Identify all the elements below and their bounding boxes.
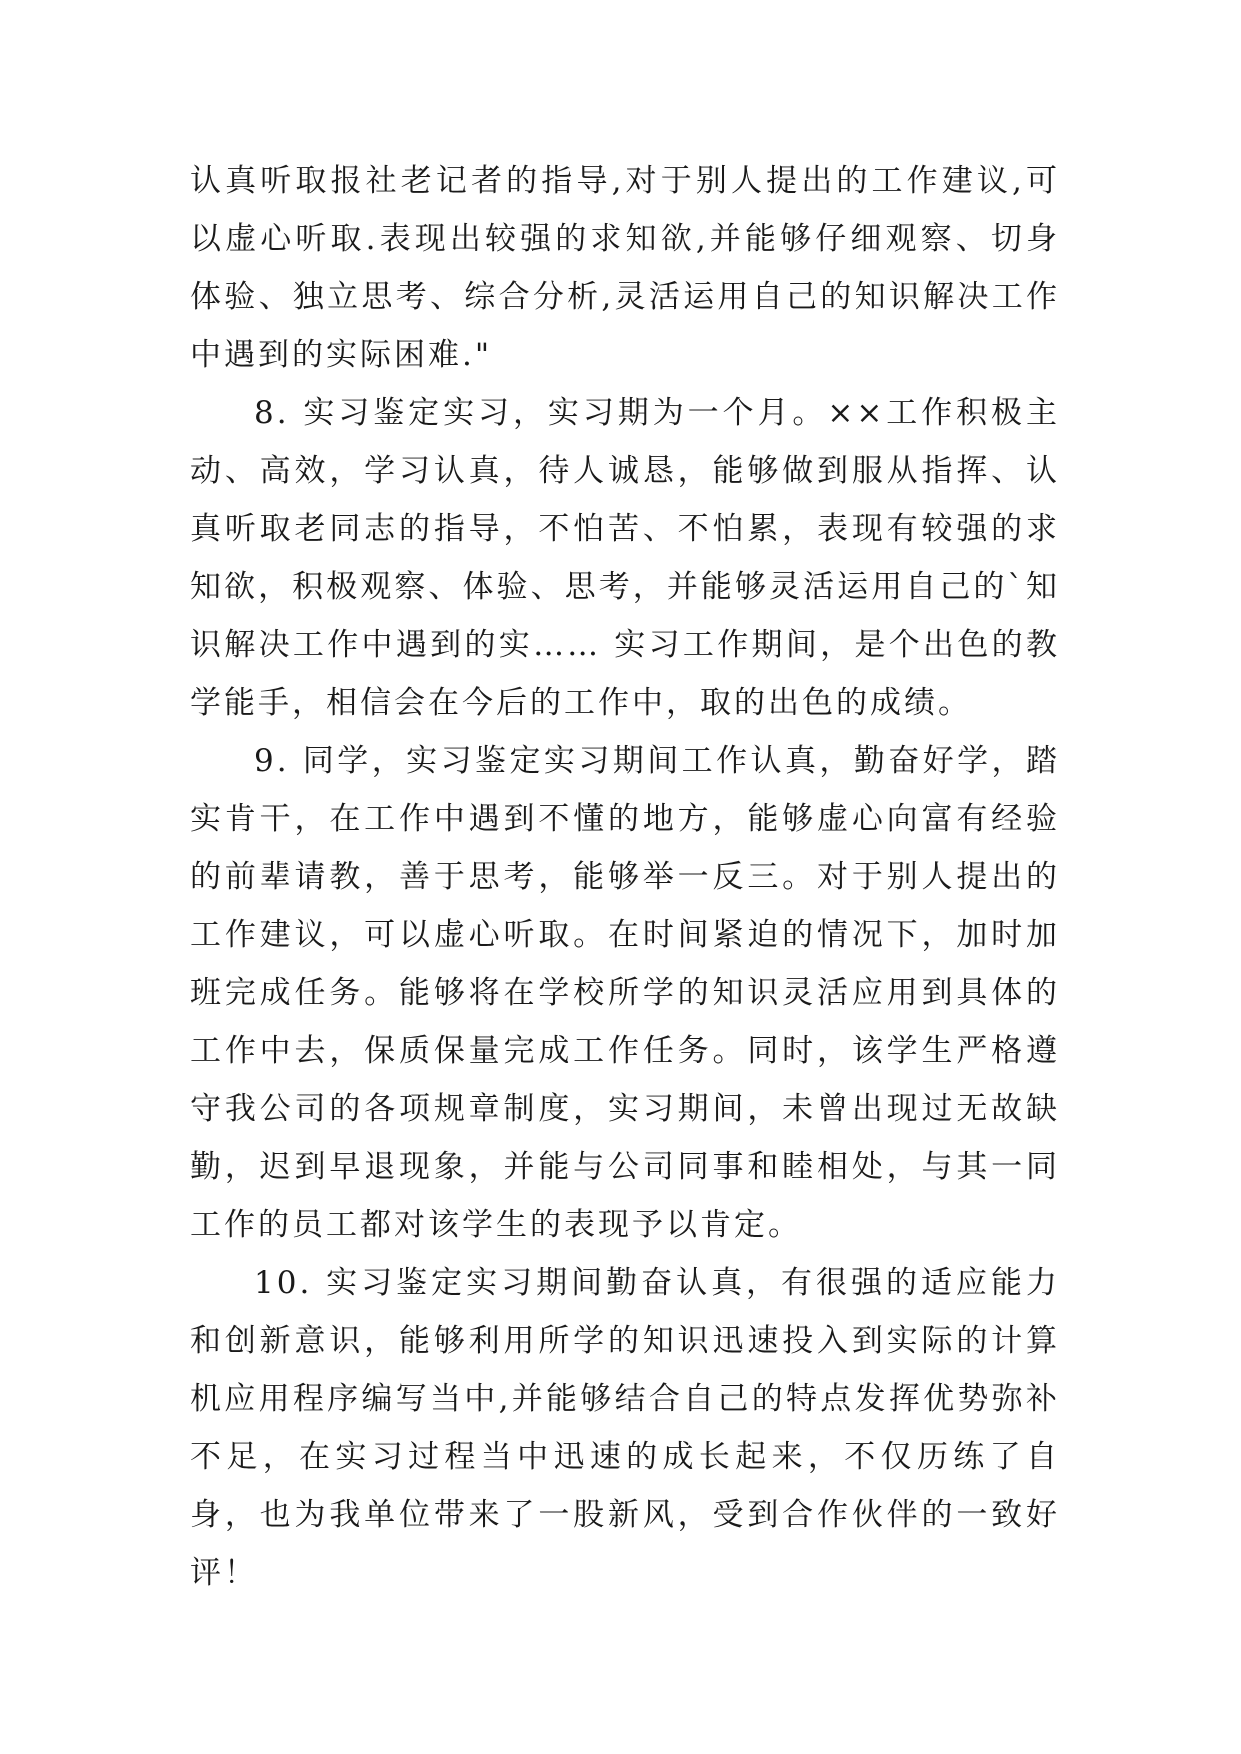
paragraph-item-10: 10. 实习鉴定实习期间勤奋认真，有很强的适应能力和创新意识，能够利用所学的知识迅速投入到实际的计算机应用程序编写当中,并能够结合自己的特点发挥优势弥补不足，在实习过程当中迅速的成长起来，不仅历练了自身，也为我单位带来了一股新风，受到合作伙伴的一致好评！ [190,1265,1060,1591]
document-body [190,152,1060,1602]
paragraph-item-9: 9. 同学，实习鉴定实习期间工作认真，勤奋好学，踏实肯干，在工作中遇到不懂的地方，能够虚心向富有经验的前辈请教，善于思考，能够举一反三。对于别人提出的工作建议，可以虚心听取。在时间紧迫的情况下，加时加班完成任务。能够将在学校所学的知识灵活应用到具体的工作中去，保质保量完成工作任务。同时，该学生严格遵守我公司的各项规章制度，实习期间，未曾出现过无故缺勤，迟到早退现象，并能与公司同事和睦相处，与其一同工作的员工都对该学生的表现予以肯定。 [190,743,1060,1243]
paragraph-continuation: 认真听取报社老记者的指导,对于别人提出的工作建议,可以虚心听取.表现出较强的求知欲,并能够仔细观察、切身体验、独立思考、综合分析,灵活运用自己的知识解决工作中遇到的实际困难." [190,163,1060,373]
paragraph-item-8: 8. 实习鉴定实习，实习期为一个月。××工作积极主动、高效，学习认真，待人诚恳，能够做到服从指挥、认真听取老同志的指导，不怕苦、不怕累，表现有较强的求知欲，积极观察、体验、思考，并能够灵活运用自己的`知识解决工作中遇到的实…… 实习工作期间，是个出色的教学能手，相信会在今后的工作中，取的出色的成绩。 [190,395,1060,721]
